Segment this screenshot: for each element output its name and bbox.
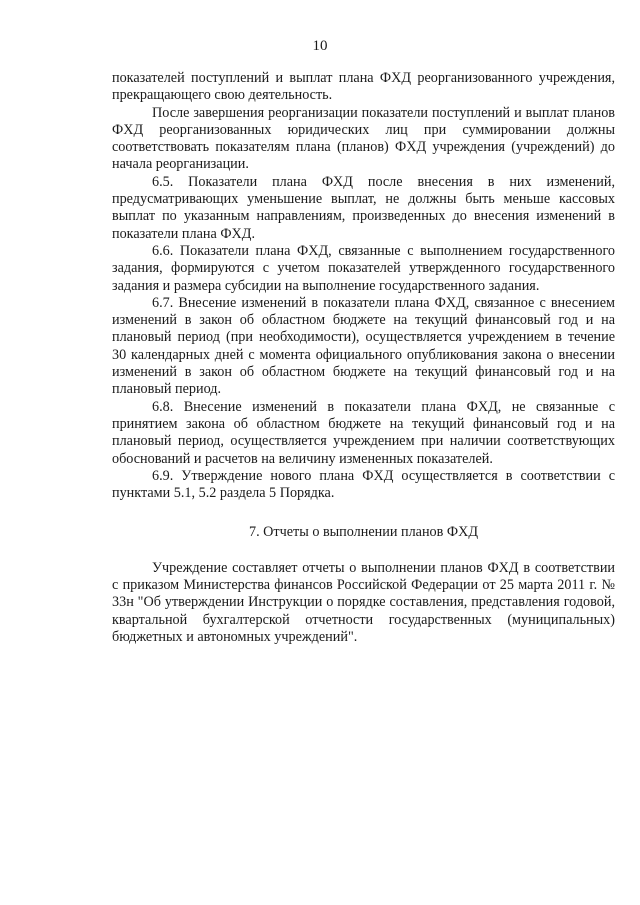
paragraph-reports: Учреждение составляет отчеты о выполнении планов ФХД в соответствии с приказом Министерства финансов Российской Федерации от 25 марта 2011 г. № 33н "Об утверждении Инструкции о порядке составления, представления годовой, квартальной бухгалтерской отчетности государственных (муниципальных) бюджетных и автономных учреждений". [112, 559, 615, 645]
section-heading: 7. Отчеты о выполнении планов ФХД [248, 524, 479, 541]
paragraph-6-9: 6.9. Утверждение нового плана ФХД осуществляется в соответствии с пунктами 5.1, 5.2 раздела 5 Порядка. [112, 467, 615, 502]
paragraph-6-5: 6.5. Показатели плана ФХД после внесения в них изменений, предусматривающих уменьшение выплат, не должны быть меньше кассовых выплат по указанным направлениям, произведенных до внесения изменений в показатели плана ФХД. [112, 173, 615, 242]
page-number: 10 [312, 38, 328, 54]
paragraph-6-7: 6.7. Внесение изменений в показатели плана ФХД, связанное с внесением изменений в закон об областном бюджете на текущий финансовый год и на плановый период (при необходимости), осуществляется учреждением в течение 30 календарных дней с момента официального опубликования закона о внесении изменений в закон об областном бюджете на текущий финансовый год и на плановый период. [112, 294, 615, 398]
paragraph-reorganization: После завершения реорганизации показатели поступлений и выплат планов ФХД реорганизованных юридических лиц при суммировании должны соответствовать показателям плана (планов) ФХД учреждения (учреждений) до начала реорганизации. [112, 104, 615, 173]
document-body [112, 70, 615, 646]
paragraph-continuation: показателей поступлений и выплат плана ФХД реорганизованного учреждения, прекращающего свою деятельность. [112, 70, 615, 104]
paragraph-6-8: 6.8. Внесение изменений в показатели плана ФХД, не связанные с принятием закона об областном бюджете на текущий финансовый год и на плановый период, осуществляется учреждением при наличии соответствующих обоснований и расчетов на величину измененных показателей. [112, 398, 615, 467]
paragraph-6-6: 6.6. Показатели плана ФХД, связанные с выполнением государственного задания, формируются с учетом показателей утвержденного государственного задания и размера субсидии на выполнение государственного задания. [112, 242, 615, 294]
